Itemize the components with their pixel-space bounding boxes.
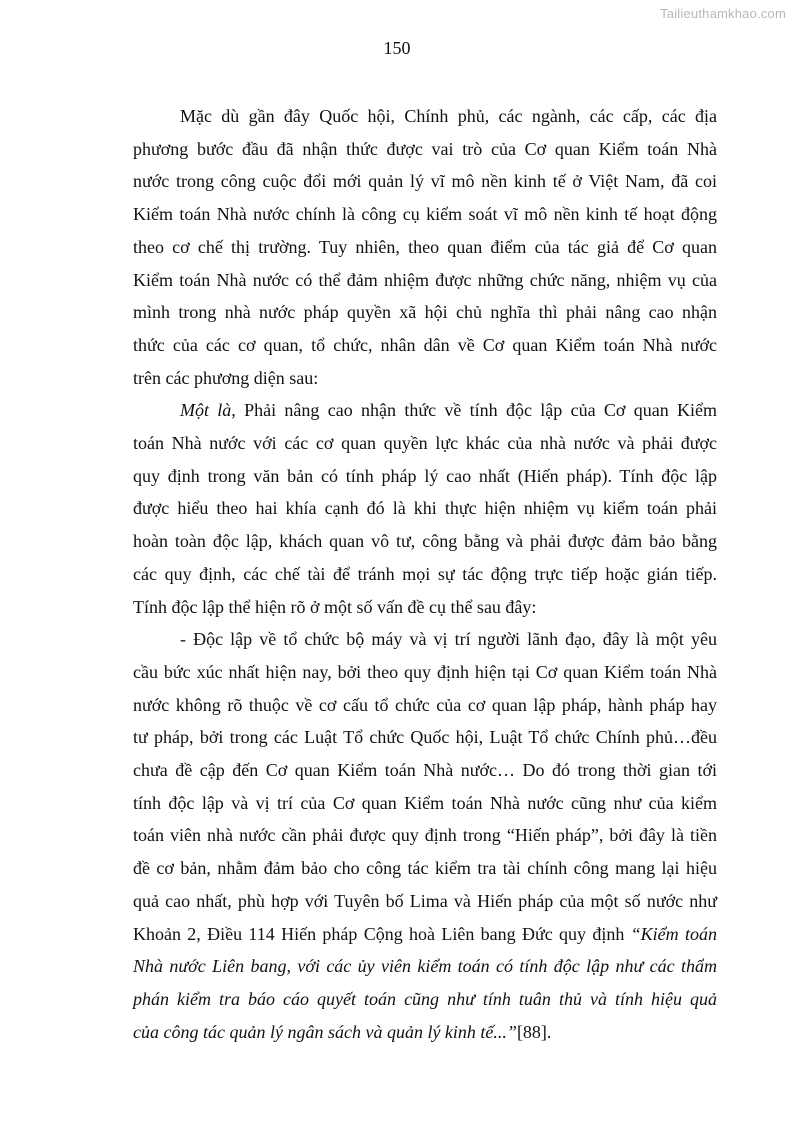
citation: [88].: [516, 1021, 552, 1042]
text-line: chưa đề cập đến Cơ quan Kiểm toán Nhà nước… Do đó trong thời gian tới: [133, 760, 717, 781]
text-line: - Độc lập về tổ chức bộ máy và vị trí người lãnh đạo, đây là một yêu: [180, 629, 717, 650]
paragraph-1: [133, 100, 717, 394]
text-line: thức của các cơ quan, tổ chức, nhân dân về Cơ quan Kiểm toán Nhà nước: [133, 334, 717, 355]
text-line: nước trong công cuộc đổi mới quản lý vĩ mô nền kinh tế ở Việt Nam, đã coi: [133, 171, 717, 192]
text-line: toán viên nhà nước cần phải được quy định trong “Hiến pháp”, bởi đây là tiền: [133, 825, 717, 846]
text-line: theo cơ chế thị trường. Tuy nhiên, theo quan điểm của tác giả để Cơ quan: [133, 236, 717, 257]
text-line: Tính độc lập thể hiện rõ ở một số vấn đề cụ thể sau đây:: [133, 596, 537, 617]
text-line: Kiểm toán Nhà nước chính là công cụ kiểm soát vĩ mô nền kinh tế hoạt động: [133, 204, 717, 225]
text-line: [133, 918, 717, 951]
text-line: Mặc dù gần đây Quốc hội, Chính phủ, các ngành, các cấp, các địa: [180, 106, 717, 126]
text-line: được hiểu theo hai khía cạnh đó là khi thực hiện nhiệm vụ kiểm toán phải: [133, 498, 717, 519]
page-number: 150: [383, 38, 411, 58]
quote-line: phán kiểm tra báo cáo quyết toán cũng như tính tuân thủ và tính hiệu quả: [133, 988, 717, 1009]
text-run: Phải nâng cao nhận thức về tính độc lập của Cơ quan Kiểm: [235, 400, 717, 421]
watermark: Tailieuthamkhao.com: [660, 6, 786, 21]
text-line: quả cao nhất, phù hợp với Tuyên bố Lima và Hiến pháp của một số nước như: [133, 890, 717, 911]
text-line: cầu bức xúc nhất hiện nay, bởi theo quy định hiện tại Cơ quan Kiểm toán Nhà: [133, 661, 717, 682]
paragraph-3: [133, 623, 717, 1048]
document-body: [133, 100, 717, 1048]
text-line: các quy định, các chế tài để tránh mọi sự tác động trực tiếp hoặc gián tiếp.: [133, 563, 717, 584]
quote-line: Nhà nước Liên bang, với các ủy viên kiểm toán có tính độc lập như các thẩm: [133, 956, 717, 977]
lead-italic: Một là,: [180, 400, 236, 421]
paragraph-2: [133, 394, 717, 623]
text-line: [133, 1016, 717, 1049]
text-line: nước không rõ thuộc về cơ cấu tổ chức của cơ quan lập pháp, hành pháp hay: [133, 694, 717, 715]
text-line: tính độc lập và vị trí của Cơ quan Kiểm toán Nhà nước cũng như của kiểm: [133, 792, 717, 813]
quote-end: của công tác quản lý ngân sách và quản lý kinh tế...”: [133, 1021, 517, 1042]
text-line: trên các phương diện sau:: [133, 367, 319, 388]
text-line: đề cơ bản, nhằm đảm bảo cho công tác kiểm tra tài chính công mang lại hiệu: [133, 858, 717, 879]
text-line: [133, 394, 717, 427]
text-line: phương bước đầu đã nhận thức được vai trò của Cơ quan Kiểm toán Nhà: [133, 138, 717, 159]
text-line: mình trong nhà nước pháp quyền xã hội chủ nghĩa thì phải nâng cao nhận: [133, 302, 717, 323]
text-run: Khoản 2, Điều 114 Hiến pháp Cộng hoà Liên bang Đức quy định: [133, 923, 631, 944]
text-line: hoàn toàn độc lập, khách quan vô tư, công bằng và phải được đảm bảo bằng: [133, 531, 717, 552]
text-line: Kiểm toán Nhà nước có thể đảm nhiệm được những chức năng, nhiệm vụ của: [133, 269, 717, 290]
text-line: toán Nhà nước với các cơ quan quyền lực khác của nhà nước và phải được: [133, 433, 717, 454]
text-line: tư pháp, bởi trong các Luật Tổ chức Quốc hội, Luật Tổ chức Chính phủ…đều: [133, 727, 717, 748]
text-line: quy định trong văn bản có tính pháp lý cao nhất (Hiến pháp). Tính độc lập: [133, 465, 717, 486]
quote-start: “Kiểm toán: [630, 923, 717, 944]
